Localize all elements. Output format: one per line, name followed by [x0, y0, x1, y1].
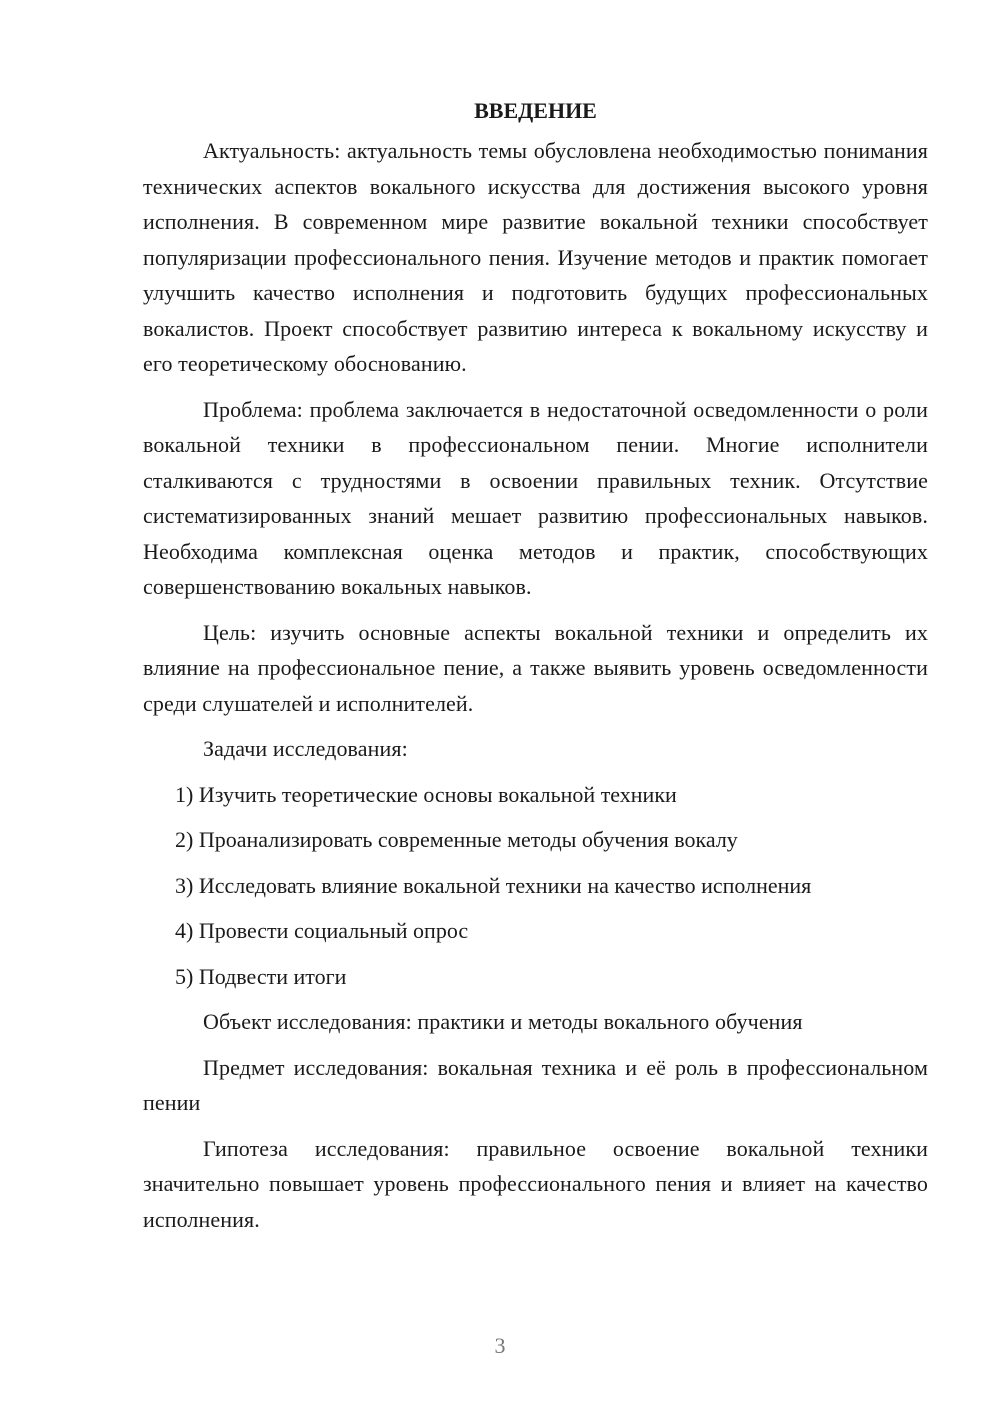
- task-item-1: 1) Изучить теоретические основы вокальной техники: [175, 781, 677, 807]
- subject-paragraph: Предмет исследования: вокальная техника и её роль в профессиональном пении: [143, 1054, 928, 1115]
- page-title: ВВЕДЕНИЕ: [474, 98, 597, 123]
- task-item-4: 4) Провести социальный опрос: [175, 918, 469, 943]
- tasks-heading: Задачи исследования:: [203, 736, 408, 761]
- object-paragraph: Объект исследования: практики и методы вокального обучения: [203, 1009, 803, 1034]
- document-page: [143, 96, 928, 1247]
- page-number: 3: [494, 1333, 506, 1358]
- task-item-5: 5) Подвести итоги: [175, 963, 347, 989]
- hypothesis-paragraph: Гипотеза исследования: правильное освоение вокальной техники значительно повышает уровень профессионального пения и влияет на качество исполнения.: [143, 1135, 928, 1232]
- task-item-2: 2) Проанализировать современные методы обучения вокалу: [175, 827, 738, 852]
- relevance-paragraph: Актуальность: актуальность темы обусловлена необходимостью понимания технических аспектов вокального искусства для достижения высокого уровня исполнения. В современном мире развитие вокальной техники способствует популяризации профессионального пения. Изучение методов и практик помогает улучшить качество исполнения и подготовить будущих профессиональных вокалистов. Проект способствует развитию интереса к вокальному искусству и его теоретическому обоснованию.: [143, 138, 928, 376]
- task-item-3: 3) Исследовать влияние вокальной техники на качество исполнения: [175, 872, 812, 898]
- problem-paragraph: Проблема: проблема заключается в недостаточной осведомленности о роли вокальной техники в профессиональном пении. Многие исполнители сталкиваются с трудностями в освоении правильных техник. Отсутствие систематизированных знаний мешает развитию профессиональных навыков. Необходима комплексная оценка методов и практик, способствующих совершенствованию вокальных навыков.: [143, 396, 928, 599]
- goal-paragraph: Цель: изучить основные аспекты вокальной техники и определить их влияние на профессиональное пение, а также выявить уровень осведомленности среди слушателей и исполнителей.: [143, 619, 928, 716]
- task-list: [143, 777, 928, 995]
